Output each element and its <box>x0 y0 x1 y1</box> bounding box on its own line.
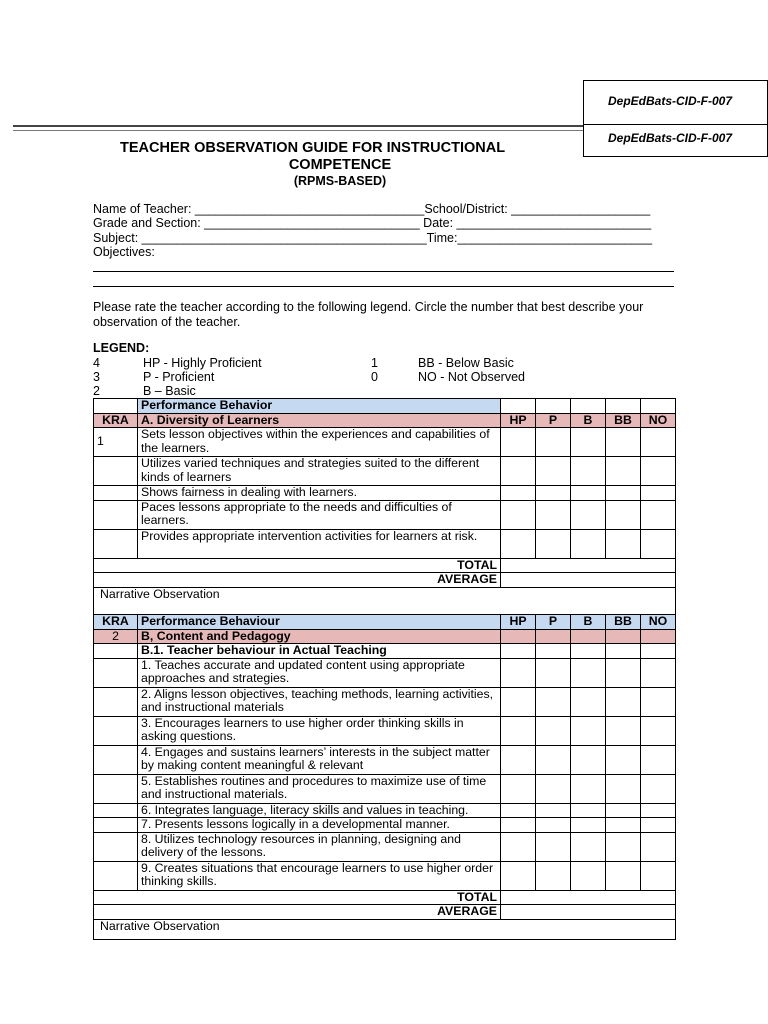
legend-label-bb: BB - Below Basic <box>418 356 514 370</box>
legend-label-no: NO - Not Observed <box>418 370 525 384</box>
rating-cell[interactable] <box>536 774 571 803</box>
rating-cell[interactable] <box>606 529 641 558</box>
rating-cell[interactable] <box>571 486 606 501</box>
objectives-line-1[interactable] <box>93 271 674 272</box>
rating-cell[interactable] <box>571 428 606 457</box>
rating-cell[interactable] <box>571 687 606 716</box>
behavior-item: Provides appropriate intervention activities for learners at risk. <box>138 529 501 558</box>
rating-cell[interactable] <box>571 658 606 687</box>
rating-cell[interactable] <box>536 457 571 486</box>
field-subject-time[interactable]: Subject: _________________________________________Time:____________________________ <box>93 231 653 245</box>
rating-cell[interactable] <box>501 687 536 716</box>
rating-cell[interactable] <box>536 745 571 774</box>
rating-cell[interactable] <box>536 716 571 745</box>
col-no: NO <box>641 615 676 630</box>
rating-cell[interactable] <box>501 486 536 501</box>
rating-cell[interactable] <box>536 428 571 457</box>
rating-cell[interactable] <box>641 428 676 457</box>
header-rule-thin <box>13 130 583 131</box>
rating-cell[interactable] <box>501 500 536 529</box>
rating-cell[interactable] <box>501 529 536 558</box>
rating-cell[interactable] <box>606 486 641 501</box>
rating-cell[interactable] <box>606 500 641 529</box>
legend-num-3: 3 <box>93 370 100 384</box>
rating-cell[interactable] <box>641 687 676 716</box>
legend-heading: LEGEND: <box>93 341 150 355</box>
rating-cell[interactable] <box>501 774 536 803</box>
section-content-pedagogy: B, Content and Pedagogy <box>138 629 501 644</box>
rating-cell[interactable] <box>536 529 571 558</box>
behavior-item: 9. Creates situations that encourage learners to use higher order thinking skills. <box>138 861 501 890</box>
behavior-item: 3. Encourages learners to use higher order thinking skills in asking questions. <box>138 716 501 745</box>
kra-number: 1 <box>94 428 138 457</box>
average-label: AVERAGE <box>94 905 501 920</box>
rating-cell[interactable] <box>501 745 536 774</box>
narrative-observation[interactable]: Narrative Observation <box>94 919 676 939</box>
rating-cell[interactable] <box>536 861 571 890</box>
rating-cell[interactable] <box>641 803 676 818</box>
rating-cell[interactable] <box>571 818 606 833</box>
average-label: AVERAGE <box>94 573 501 588</box>
behavior-item: 2. Aligns lesson objectives, teaching methods, learning activities, and instructional materials <box>138 687 501 716</box>
rating-cell[interactable] <box>536 687 571 716</box>
rating-cell[interactable] <box>536 832 571 861</box>
legend-label-b: B – Basic <box>143 384 196 398</box>
rating-cell[interactable] <box>606 774 641 803</box>
section-diversity-of-learners: A. Diversity of Learners <box>138 413 501 428</box>
rating-cell[interactable] <box>536 486 571 501</box>
behavior-item: Sets lesson objectives within the experiences and capabilities of the learners. <box>138 428 501 457</box>
col-p: P <box>536 413 571 428</box>
rating-cell[interactable] <box>606 658 641 687</box>
title-line-1: TEACHER OBSERVATION GUIDE FOR INSTRUCTIONAL <box>120 140 506 156</box>
col-hp: HP <box>501 413 536 428</box>
col-hp: HP <box>501 615 536 630</box>
rating-cell[interactable] <box>571 803 606 818</box>
average-value[interactable] <box>501 573 676 588</box>
rating-cell[interactable] <box>571 774 606 803</box>
rating-cell[interactable] <box>641 774 676 803</box>
subsection-actual-teaching: B.1. Teacher behaviour in Actual Teaching <box>138 644 501 659</box>
legend-label-p: P - Proficient <box>143 370 215 384</box>
rating-cell[interactable] <box>571 745 606 774</box>
rating-cell[interactable] <box>501 457 536 486</box>
header-blank-cell <box>94 399 138 414</box>
rating-cell[interactable] <box>606 861 641 890</box>
legend-num-1: 1 <box>371 356 378 370</box>
performance-behavior-header: Performance Behavior <box>138 399 501 414</box>
behavior-item: 1. Teaches accurate and updated content using appropriate approaches and strategies. <box>138 658 501 687</box>
rating-cell[interactable] <box>501 818 536 833</box>
rating-cell[interactable] <box>501 658 536 687</box>
rating-cell[interactable] <box>501 716 536 745</box>
title-line-3: (RPMS-BASED) <box>293 174 387 188</box>
rating-cell[interactable] <box>641 716 676 745</box>
rating-cell[interactable] <box>536 818 571 833</box>
rating-cell[interactable] <box>606 687 641 716</box>
instructions-line-2: observation of the teacher. <box>93 315 241 329</box>
code-box-divider <box>584 124 767 125</box>
rating-cell[interactable] <box>641 529 676 558</box>
rating-table-diversity <box>93 398 676 618</box>
average-value[interactable] <box>501 905 676 920</box>
total-value[interactable] <box>501 558 676 573</box>
rating-cell[interactable] <box>641 818 676 833</box>
total-label: TOTAL <box>94 558 501 573</box>
rating-cell[interactable] <box>606 428 641 457</box>
behavior-item: 4. Engages and sustains learners’ interests in the subject matter by making content meaningful & relevant <box>138 745 501 774</box>
rating-cell[interactable] <box>571 529 606 558</box>
behavior-item: Utilizes varied techniques and strategies suited to the different kinds of learners <box>138 457 501 486</box>
rating-cell[interactable] <box>606 716 641 745</box>
rating-cell[interactable] <box>501 428 536 457</box>
behavior-item: 8. Utilizes technology resources in planning, designing and delivery of the lessons. <box>138 832 501 861</box>
rating-cell[interactable] <box>606 803 641 818</box>
rating-cell[interactable] <box>501 644 536 659</box>
rating-cell[interactable] <box>641 745 676 774</box>
rating-cell[interactable] <box>501 832 536 861</box>
rating-cell[interactable] <box>571 832 606 861</box>
col-b: B <box>571 615 606 630</box>
narrative-observation[interactable]: Narrative Observation <box>94 587 676 617</box>
performance-behaviour-header: Performance Behaviour <box>138 615 501 630</box>
rating-cell[interactable] <box>571 716 606 745</box>
rating-cell[interactable] <box>641 832 676 861</box>
title-line-2: COMPETENCE <box>288 157 392 173</box>
rating-cell[interactable] <box>606 745 641 774</box>
rating-cell[interactable] <box>641 457 676 486</box>
rating-cell[interactable] <box>606 457 641 486</box>
instructions-line-1: Please rate the teacher according to the following legend. Circle the number that best describe your <box>93 300 644 314</box>
behavior-item: Shows fairness in dealing with learners. <box>138 486 501 501</box>
col-bb: BB <box>606 413 641 428</box>
behavior-item: 6. Integrates language, literacy skills and values in teaching. <box>138 803 501 818</box>
total-value[interactable] <box>501 890 676 905</box>
rating-cell[interactable] <box>641 500 676 529</box>
rating-cell[interactable] <box>641 486 676 501</box>
behavior-item: 7. Presents lessons logically in a developmental manner. <box>138 818 501 833</box>
kra-number: 2 <box>94 629 138 644</box>
rating-cell[interactable] <box>641 658 676 687</box>
col-b: B <box>571 413 606 428</box>
legend-num-4: 4 <box>93 356 100 370</box>
rating-cell[interactable] <box>536 500 571 529</box>
rating-table-content-pedagogy <box>93 614 676 940</box>
kra-header: KRA <box>94 413 138 428</box>
behavior-item: 5. Establishes routines and procedures to maximize use of time and instructional materials. <box>138 774 501 803</box>
rating-cell[interactable] <box>536 803 571 818</box>
total-label: TOTAL <box>94 890 501 905</box>
rating-cell[interactable] <box>641 644 676 659</box>
legend-num-0: 0 <box>371 370 378 384</box>
field-objectives-label: Objectives: <box>93 245 155 259</box>
behavior-item: Paces lessons appropriate to the needs and difficulties of learners. <box>138 500 501 529</box>
col-no: NO <box>641 413 676 428</box>
rating-cell[interactable] <box>571 457 606 486</box>
legend-label-hp: HP - Highly Proficient <box>143 356 262 370</box>
rating-cell[interactable] <box>501 803 536 818</box>
rating-cell[interactable] <box>571 644 606 659</box>
rating-cell[interactable] <box>536 644 571 659</box>
header-rule <box>13 125 583 127</box>
col-bb: BB <box>606 615 641 630</box>
rating-cell[interactable] <box>606 832 641 861</box>
form-code-top: DepEdBats-CID-F-007 <box>608 94 733 108</box>
rating-cell[interactable] <box>606 818 641 833</box>
rating-cell[interactable] <box>641 861 676 890</box>
legend-num-2: 2 <box>93 384 100 398</box>
rating-cell[interactable] <box>501 861 536 890</box>
rating-cell[interactable] <box>571 861 606 890</box>
rating-cell[interactable] <box>536 658 571 687</box>
form-code-box <box>583 80 768 157</box>
field-grade-date[interactable]: Grade and Section: _______________________________ Date: ____________________________ <box>93 216 652 230</box>
objectives-line-2[interactable] <box>93 286 674 287</box>
rating-cell[interactable] <box>606 644 641 659</box>
col-p: P <box>536 615 571 630</box>
rating-cell[interactable] <box>571 500 606 529</box>
form-code-bottom: DepEdBats-CID-F-007 <box>608 131 733 145</box>
kra-header: KRA <box>94 615 138 630</box>
field-teacher-school[interactable]: Name of Teacher: _________________________________School/District: ____________________ <box>93 202 651 216</box>
